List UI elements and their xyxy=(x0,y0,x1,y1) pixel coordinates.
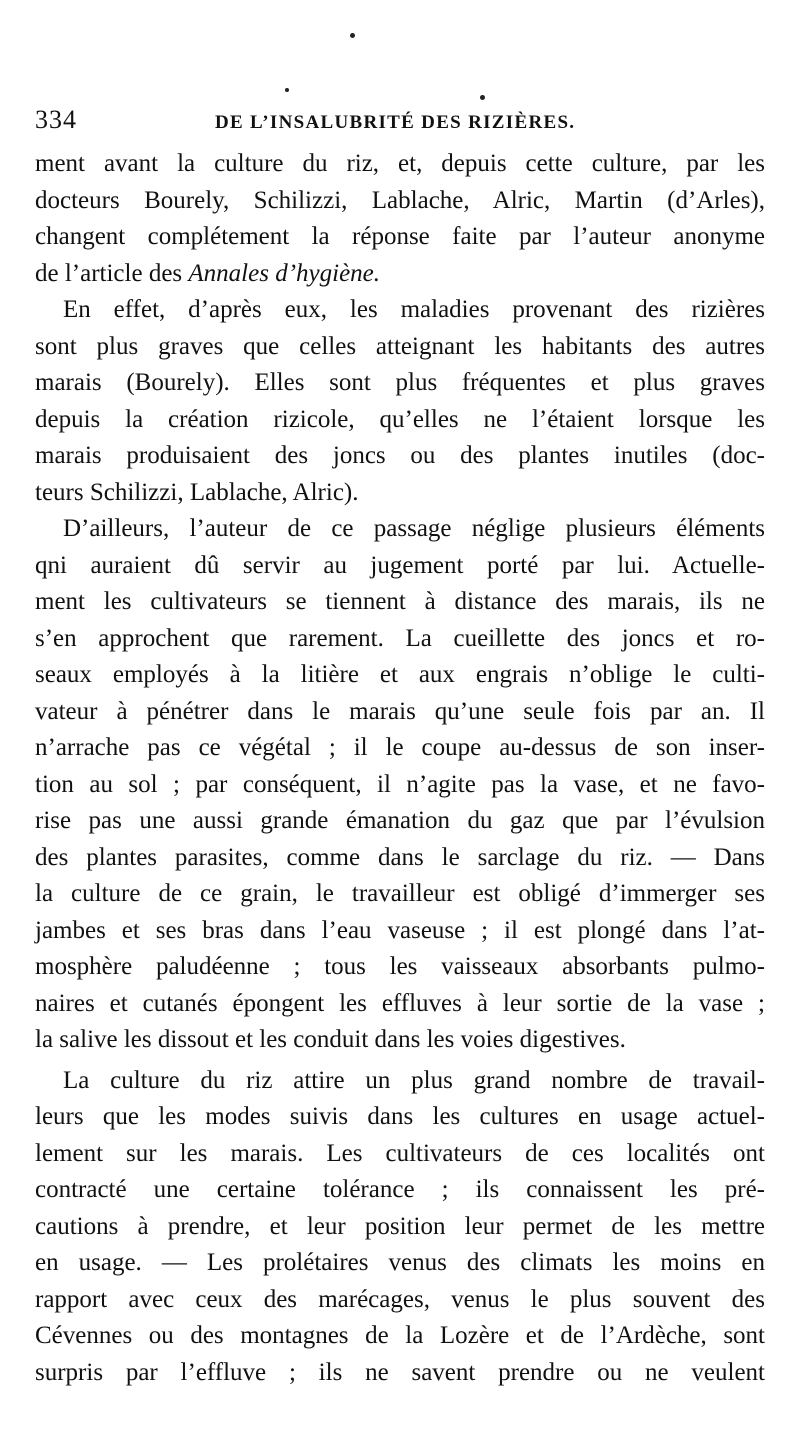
text-line: contracté une certaine tolérance ; ils connaissent les pré- xyxy=(35,1176,765,1203)
text-line: naires et cutanés épongent les effluves à leur sortie de la vase ; xyxy=(35,989,765,1017)
text-line: teurs Schilizzi, Lablache, Alric). xyxy=(35,478,359,506)
print-speck xyxy=(350,33,355,38)
text-line: changent complétement la réponse faite par l’auteur anonyme xyxy=(35,223,765,250)
text-line: ment les cultivateurs se tiennent à distance des marais, ils ne xyxy=(35,588,765,615)
print-speck xyxy=(480,95,485,100)
page-number: 334 xyxy=(35,105,77,134)
text-line: seaux employés à la litière et aux engrais n’oblige le culti- xyxy=(35,661,765,688)
body-text xyxy=(35,146,765,1391)
text-line: lement sur les marais. Les cultivateurs de ces localités ont xyxy=(35,1139,765,1167)
text-line: la salive les dissout et les conduit dans les voies digestives. xyxy=(35,1026,626,1053)
text-line: cautions à prendre, et leur position leur permet de les mettre xyxy=(35,1212,765,1240)
text-fragment: de l’article des xyxy=(35,259,183,287)
text-line: vateur à pénétrer dans le marais qu’une seule fois par an. Il xyxy=(35,697,765,725)
text-line: La culture du riz attire un plus grand nombre de travail- xyxy=(63,1066,765,1094)
text-line: des plantes parasites, comme dans le sarclage du riz. — Dans xyxy=(35,843,765,871)
text-line: marais produisaient des joncs ou des plantes inutiles (doc- xyxy=(35,442,765,469)
text-line: en usage. — Les prolétaires venus des climats les moins en xyxy=(35,1249,765,1276)
text-line xyxy=(35,256,765,293)
journal-title: Annales d’hygiène. xyxy=(188,259,381,287)
text-line: marais (Bourely). Elles sont plus fréquentes et plus graves xyxy=(35,369,765,396)
text-line: n’arrache pas ce végétal ; il le coupe au-dessus de son inser- xyxy=(35,734,765,761)
text-line: docteurs Bourely, Schilizzi, Lablache, Alric, Martin (d’Arles), xyxy=(35,186,765,214)
print-speck xyxy=(285,88,289,92)
text-line: sont plus graves que celles atteignant les habitants des autres xyxy=(35,332,765,360)
text-line: s’en approchent que rarement. La cueillette des joncs et ro- xyxy=(35,624,765,652)
text-line: En effet, d’après eux, les maladies provenant des rizières xyxy=(63,296,765,323)
text-line: la culture de ce grain, le travailleur est obligé d’immerger ses xyxy=(35,880,765,907)
text-line: leurs que les modes suivis dans les cultures en usage actuel- xyxy=(35,1103,765,1130)
running-title: DE L’INSALUBRITÉ DES RIZIÈRES. xyxy=(215,112,576,133)
running-head xyxy=(35,105,767,139)
text-line: D’ailleurs, l’auteur de ce passage néglige plusieurs éléments xyxy=(63,515,765,542)
text-line: rise pas une aussi grande émanation du gaz que par l’évulsion xyxy=(35,807,765,834)
text-line: surpris par l’effluve ; ils ne savent prendre ou ne veulent xyxy=(35,1358,765,1386)
text-line: Cévennes ou des montagnes de la Lozère et de l’Ardèche, sont xyxy=(35,1322,765,1349)
text-line: mosphère paludéenne ; tous les vaisseaux absorbants pulmo- xyxy=(35,953,765,980)
text-line: qni auraient dû servir au jugement porté par lui. Actuelle- xyxy=(35,551,765,579)
text-line: jambes et ses bras dans l’eau vaseuse ; il est plongé dans l’at- xyxy=(35,916,765,944)
text-line: depuis la création rizicole, qu’elles ne l’étaient lorsque les xyxy=(35,405,765,433)
text-line: ment avant la culture du riz, et, depuis cette culture, par les xyxy=(35,150,765,177)
text-line: rapport avec ceux des marécages, venus le plus souvent des xyxy=(35,1285,765,1313)
text-line: tion au sol ; par conséquent, il n’agite pas la vase, et ne favo- xyxy=(35,770,765,798)
